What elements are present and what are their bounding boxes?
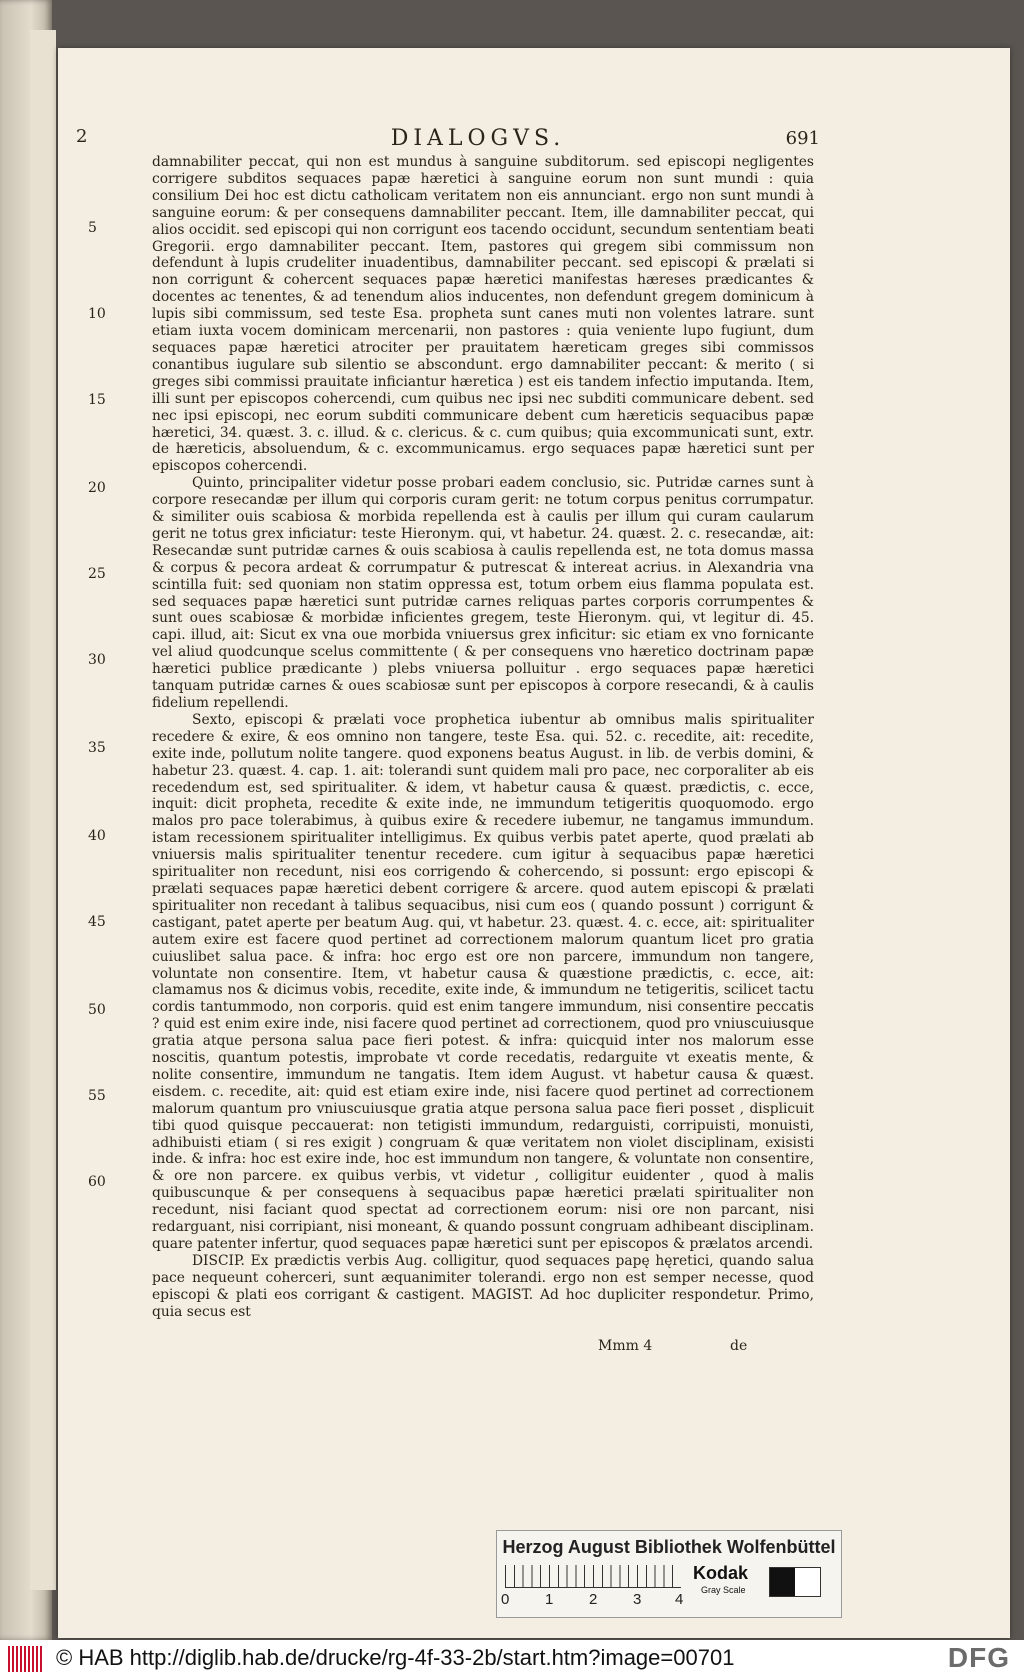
gray-swatch bbox=[769, 1567, 821, 1597]
barcode-icon bbox=[8, 1646, 44, 1672]
paragraph: DISCIP. Ex prædictis verbis Aug. colligitur, quod sequaces papę hęretici, quando salua pace nequeunt coherceri, sunt æquanimiter tolerandi. ergo non est semper necesse, quod episcopi & plati eos corrigant & castigent. MAGIST. Ad hoc dupliciter respondetur. Primo, quia secus est bbox=[152, 1252, 814, 1320]
kodak-logo: Kodak bbox=[693, 1563, 749, 1583]
ruler-labels bbox=[501, 1591, 701, 1611]
scale-ruler bbox=[505, 1565, 681, 1588]
ruler-label: 1 bbox=[545, 1591, 554, 1608]
paragraph: Sexto, episcopi & prælati voce prophetica iubentur ab omnibus malis spiritualiter recedere & exire, & eos omnino non tangere, teste Esa. qui. 52. c. recedite, ait: recedite, exite inde, pollutum nolite tangere. quod exponens beatus August. in lib. de verbis domini, & habetur 23. quæst. 4. cap. 1. ait: tolerandi sunt quidem mali pro pace, nec corporaliter ab eis recedendum est, sed spiritualiter. & idem, vt habetur causa & quæst. prædictis, c. ecce, inquit: dicit propheta, recedite & exite inde, ne immundum tetigeritis quoquomodo. ergo malos pro pace tolerabimus, à quibus exire & recedere iubemur, ne tangamus immundum. istam recessionem spiritualiter intelligimus. Ex quibus verbis patet aperte, quod prælati ab vniuersis malis spiritualiter tenentur recedere. cum igitur à sequacibus papæ hæretici spiritualiter non recedunt, nisi eos corrigendo & cohercendo, si possunt: ergo episcopi & prælati sequaces papæ hæretici debent corrigere & arcere. quod autem episcopi & prælati spiritualiter non recedant à talibus sequacibus, nisi cum eos ( quando possunt ) corrigunt & castigant, patet aperte per beatum Aug. qui, vt habetur. 23. quæst. 4. c. ecce, ait: spiritualiter autem exire est facere quod pertinet ad correctionem malorum quantum licet pro gratia cuiuslibet salua pace. & infra: hoc ergo est ore non parcere, immundum non tangere, voluntate non consentire. Item, vt habetur causa & quæstione prædictis, c. ecce, ait: clamamus nos & dicimus vobis, recedite, exite inde, & immundum ne tetigeritis, scilicet tactu cordis tantummodo, non corporis. quid est enim tangere immundum, nisi consentire peccatis ? quid est enim exire inde, nisi facere quod pertinet ad correctionem, quod pro vniuscuiusque gratia atque persona salua pace fieri potest. & infra: quicquid inter nos malorum esse noscitis, quantum potestis, improbate vt corde recedatis, redarguite vt exeatis mente, & nolite consentire, immundum ne tangatis. Item idem August. vt habetur causa & quæst. eisdem. c. recedite, ait: quid est etiam exire inde, nisi facere quod pertinet ad correctionem malorum quantum pro vniuscuiusque gratia atque persona salua pace fieri posset , displicuit tibi quod quisque peccauerat: non tetigisti immundum, redarguisti, corripuisti, monuisti, adhibuisti etiam ( si res exigit ) congruam & quæ veritatem non violet disciplinam, exisisti inde. & infra: hoc est exire inde, hoc est immundum non tangere, & voluntate non consentire, & ore non parcere. ex quibus verbis, vt videtur , colligitur euidenter , quod à malis quibuscunque & per consequens à sequacibus papæ hæretici prælati spiritualiter non recedunt, nisi faciant quod spectat ad correctionem eorum: nisi ore non parcant, nisi redarguant, nisi corripiant, nisi moneant, & quando possunt congruam adhibeant disciplinam. quare patenter infertur, quod sequaces papæ hæretici sunt per episcopos & prælatos arcendi. bbox=[152, 711, 814, 1252]
signature-mark: Mmm 4 bbox=[598, 1338, 653, 1354]
line-number: 35 bbox=[88, 740, 106, 756]
line-number: 55 bbox=[88, 1088, 106, 1104]
ruler-label: 3 bbox=[633, 1591, 642, 1608]
line-number-margin bbox=[58, 48, 152, 1348]
source-link[interactable]: © HAB http://diglib.hab.de/drucke/rg-4f-33-2b/start.htm?image=00701 bbox=[56, 1645, 735, 1670]
running-title: DIALOGVS. bbox=[390, 126, 566, 151]
line-number: 30 bbox=[88, 652, 106, 668]
ruler-label: 4 bbox=[675, 1591, 684, 1608]
page-number: 691 bbox=[785, 128, 820, 149]
header-mark: 2 bbox=[76, 126, 88, 147]
facing-page-edge bbox=[0, 0, 52, 1640]
catchword: de bbox=[730, 1338, 748, 1354]
line-number: 15 bbox=[88, 392, 106, 408]
facing-page-margin bbox=[30, 30, 56, 1590]
book-page bbox=[58, 48, 1010, 1638]
color-target-card bbox=[496, 1530, 842, 1618]
line-number: 20 bbox=[88, 480, 106, 496]
body-text bbox=[152, 154, 814, 1321]
ruler-label: 0 bbox=[501, 1591, 510, 1608]
running-header bbox=[58, 126, 1010, 156]
line-number: 25 bbox=[88, 566, 106, 582]
footer-bar bbox=[0, 1640, 1024, 1677]
paragraph: Quinto, principaliter videtur posse probari eadem conclusio, sic. Putridæ carnes sunt à corpore resecandæ per illum qui corporis curam gerit: ne totum corpus penitus corrumpatur. & similiter ouis scabiosa & morbida repellenda est à caulis per illum qui curam caularum gerit ne totus grex inficiatur: teste Hieronym. qui, vt habetur. 24. quæst. 2. c. resecandæ, ait: Resecandæ sunt putridæ carnes & ouis scabiosa à caulis repellenda est, ne tota domus massa & corpus & pecora ardeat & corrumpatur & putrescat & intereat acrius. in Alexandria vna scintilla fuit: sed quoniam non statim oppressa est, totum orbem eius flamma populata est. sed sequaces papæ hæretici sunt putridæ carnes reliquas partes corporis corrumpentes & sunt oues scabiosæ & morbidæ inficientes gregem, teste Hieronym. qui, vt legitur di. 45. capi. illud, ait: Sicut ex vna oue morbida vniuersus grex inficitur: sic etiam ex vno fornicante vel aliud quodcunque scelus committente ( & per consequens vno hæretico doctrinam papæ hæretici publice prædicante ) plebs vniuersa polluitur . ergo sequaces papæ hæretici tanquam putridæ carnes & oues scabiosæ sunt per episcopos à corpore resecandi, & à caulis fidelium repellendi. bbox=[152, 475, 814, 711]
line-number: 50 bbox=[88, 1002, 106, 1018]
ruler-label: 2 bbox=[589, 1591, 598, 1608]
line-number: 45 bbox=[88, 914, 106, 930]
dfg-logo: DFG bbox=[947, 1642, 1010, 1673]
library-name: Herzog August Bibliothek Wolfenbüttel bbox=[502, 1537, 836, 1557]
line-number: 40 bbox=[88, 828, 106, 844]
paragraph: damnabiliter peccat, qui non est mundus à sanguine subditorum. sed episcopi negligentes corrigere subditos sequaces papæ hæretici à sanguine eorum non sunt mundi : quia consilium Dei hoc est dictu catholicam veritatem non eis annunciant. ergo non sunt mundi à sanguine eorum: & per consequens damnabiliter peccant. Item, ille damnabiliter peccat, qui alios occidit. sed episcopi qui non corrigunt eos tacendo occidunt, secundum sententiam beati Gregorii. ergo damnabiliter peccant. Item, pastores qui gregem sibi commissum non defendunt à lupis crudeliter inuadentibus, damnabiliter peccant. sed episcopi & prælati si non corrigunt & cohercent sequaces papæ hæretici manifestas hæreses prædicantes & docentes ac tenentes, & ad tenendum alios inducentes, non defendunt gregem dominicum à lupis sibi commissum, sed teste Esa. propheta sunt canes muti non volentes latrare. sunt etiam iuxta vocem dominicam mercenarii, non pastores : quia veniente lupo fugiunt, dum sequaces papæ hæretici atrociter per prauitatem hæreticam greges sibi commissos conantibus iugulare sub silentio se abscondunt. ergo damnabiliter peccant: & merito ( si greges sibi commissi prauitate inficiantur hæretica ) est eis tandem infectio imputanda. Item, illi sunt per episcopos cohercendi, cum quibus nec ipsi nec subditi communicare debent. sed nec ipsi episcopi, nec eorum subditi communicare debent cum hæreticis sequacibus papæ hæretici, 34. quæst. 3. c. illud. & c. clericus. & c. cum quibus; quia excommunicati sunt, extr. de hæreticis, absoluendum, & c. excommunicamus. ergo sequaces papæ hæretici sunt per episcopos cohercendi. bbox=[152, 154, 814, 475]
line-number: 10 bbox=[88, 306, 106, 322]
line-number: 60 bbox=[88, 1174, 106, 1190]
gray-scale-label: Gray Scale bbox=[701, 1585, 746, 1595]
line-number: 5 bbox=[88, 220, 97, 236]
